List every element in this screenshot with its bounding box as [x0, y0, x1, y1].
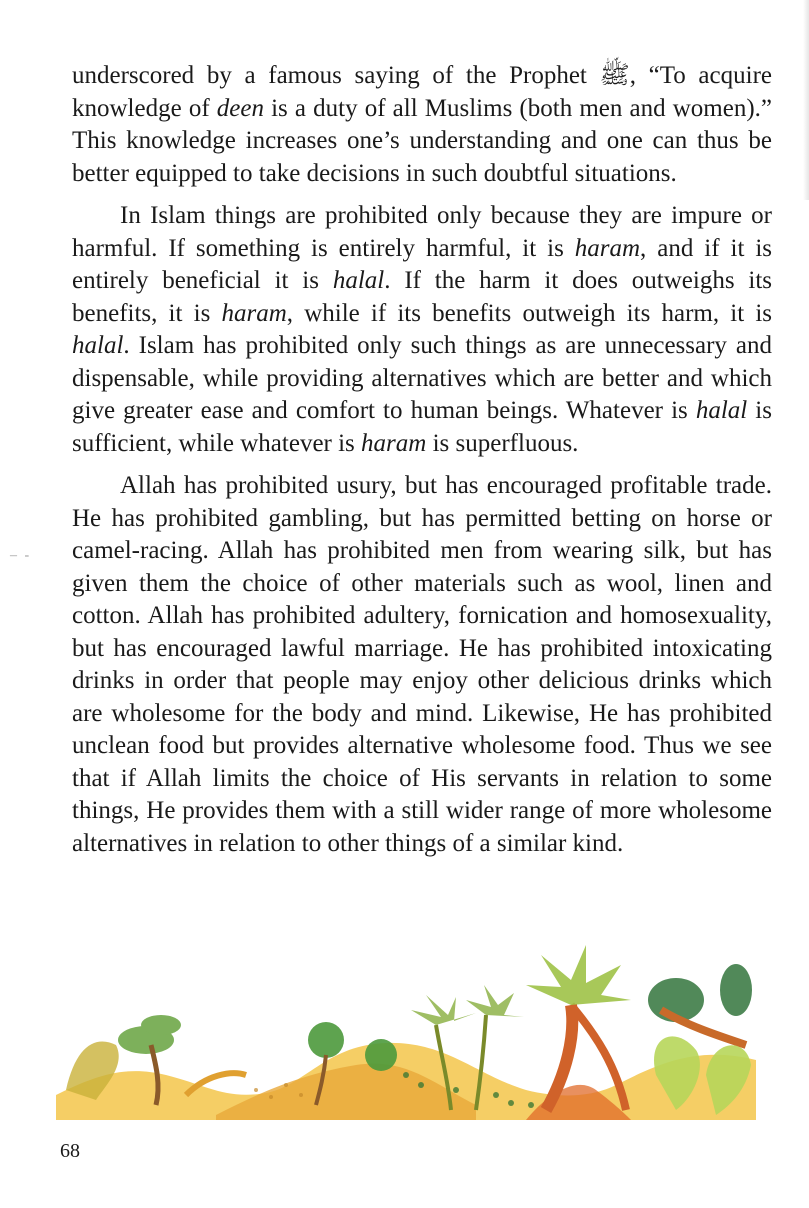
page-edge-shadow	[803, 0, 809, 200]
text-run: underscored by a famous saying of the Prophet	[72, 62, 600, 89]
text-run: , “To acquire knowledge of	[72, 62, 772, 122]
text-run: ﷺ	[599, 62, 630, 89]
italic-term: haram	[361, 429, 427, 457]
paragraph	[72, 470, 772, 860]
text-run: . Islam has prohibited only such things as are unnecessary and dispensable, while providing alternatives which are better and which give greater ease and comfort to human beings. Whatever is	[72, 332, 772, 424]
italic-term: haram	[221, 299, 287, 327]
paragraph	[72, 200, 772, 460]
text-run: is a duty of all Muslims (both men and women).” This knowledge increases one’s understanding and one can thus be better equipped to take decisions in such doubtful situations.	[72, 94, 772, 187]
text-run: , and if it is entirely beneficial it is	[72, 234, 773, 294]
italic-term: halal	[72, 332, 124, 359]
landscape-illustration	[56, 925, 756, 1125]
body-text	[72, 60, 772, 870]
italic-term: deen	[216, 94, 264, 122]
text-run: , while if its benefits outweigh its harm, it is	[286, 299, 772, 327]
text-run: is superfluous.	[426, 429, 579, 457]
italic-term: halal	[332, 267, 385, 294]
text-run: is sufficient, while whatever is	[72, 397, 772, 457]
paragraph	[72, 60, 772, 190]
margin-mark: – -	[10, 548, 32, 563]
italic-term: haram	[574, 234, 641, 262]
text-run: . If the harm it does outweighs its benefits, it is	[72, 267, 773, 327]
text-run: In Islam things are prohibited only because they are impure or harmful. If something is entirely harmful, it is	[72, 202, 772, 262]
text-run: Allah has prohibited usury, but has encouraged profitable trade. He has prohibited gambling, but has permitted betting on horse or camel-racing. Allah has prohibited men from wearing silk, but has given them the choice of other materials such as wool, linen and cotton. Allah has prohibited adultery, fornication and homosexuality, but has encouraged lawful marriage. He has prohibited intoxicating drinks in order that people may enjoy other delicious drinks which are wholesome for the body and mind. Likewise, He has prohibited unclean food but provides alternative wholesome food. Thus we see that if Allah limits the choice of His servants in relation to some things, He provides them with a still wider range of more wholesome alternatives in relation to other things of a similar kind.	[72, 472, 772, 857]
italic-term: halal	[695, 397, 748, 424]
page-number: 68	[60, 1140, 80, 1162]
